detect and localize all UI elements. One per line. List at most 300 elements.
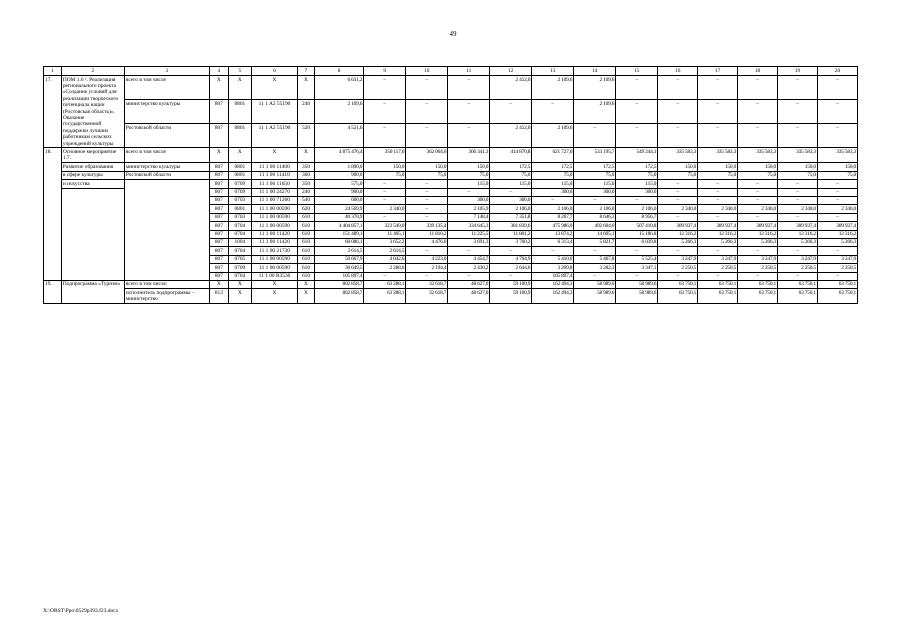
column-number-17: 17 bbox=[698, 67, 738, 76]
table-row bbox=[44, 76, 858, 100]
amount-cell: – bbox=[406, 100, 448, 124]
amount-cell: 3 247,9 bbox=[738, 255, 778, 263]
code-c6: 11 1 00 00590 bbox=[251, 205, 297, 213]
code-c7: 610 bbox=[298, 264, 315, 272]
amount-cell: 58 989,6 bbox=[616, 289, 658, 304]
amount-cell: – bbox=[817, 196, 857, 204]
amount-cell: – bbox=[364, 213, 406, 221]
code-c5: 0801 bbox=[228, 163, 251, 171]
amount-cell: 2 106,0 bbox=[616, 205, 658, 213]
executor-cell: Ростовской области bbox=[124, 171, 209, 179]
code-c6: 11 1 00 00590 bbox=[251, 222, 297, 230]
amount-cell: 549 244,1 bbox=[616, 148, 658, 163]
table-row bbox=[44, 289, 858, 304]
amount-cell: 2 412,0 bbox=[490, 76, 532, 100]
amount-cell: – bbox=[574, 196, 616, 204]
amount-cell: – bbox=[406, 188, 448, 196]
amount-cell: 5 266,3 bbox=[658, 238, 698, 246]
code-c6: 11 1 00 21730 bbox=[251, 247, 297, 255]
amount-cell: – bbox=[777, 188, 817, 196]
column-number-2: 2 bbox=[61, 67, 124, 76]
amount-cell: – bbox=[777, 213, 817, 221]
code-c7: 350 bbox=[298, 180, 315, 188]
amount-cell: 32 618,7 bbox=[406, 289, 448, 304]
amount-cell: – bbox=[817, 188, 857, 196]
amount-cell: 59 100,9 bbox=[490, 289, 532, 304]
amount-cell: 50 667,9 bbox=[314, 255, 363, 263]
amount-cell: – bbox=[658, 188, 698, 196]
amount-cell: 115,0 bbox=[574, 180, 616, 188]
amount-cell: 2 614,5 bbox=[364, 247, 406, 255]
code-c7: X bbox=[298, 289, 315, 304]
code-c7: 610 bbox=[298, 272, 315, 280]
amount-cell: – bbox=[738, 124, 778, 148]
amount-cell: 2 194,4 bbox=[406, 264, 448, 272]
column-number-12: 12 bbox=[490, 67, 532, 76]
amount-cell: – bbox=[532, 196, 574, 204]
row-number: 18. bbox=[44, 148, 62, 281]
amount-cell: 802 858,7 bbox=[314, 289, 363, 304]
amount-cell: – bbox=[616, 272, 658, 280]
amount-cell: 14 605,1 bbox=[574, 230, 616, 238]
amount-cell: 150,0 bbox=[448, 163, 490, 171]
amount-cell: 172,5 bbox=[532, 163, 574, 171]
amount-cell: 172,5 bbox=[490, 163, 532, 171]
amount-cell: 335 583,3 bbox=[738, 148, 778, 163]
amount-cell: 6 631,2 bbox=[314, 76, 363, 100]
amount-cell: – bbox=[574, 124, 616, 148]
amount-cell: – bbox=[616, 196, 658, 204]
amount-cell: 4 704,9 bbox=[490, 255, 532, 263]
amount-cell: 3 247,9 bbox=[658, 255, 698, 263]
amount-cell: 5 266,3 bbox=[777, 238, 817, 246]
amount-cell: 2 250,5 bbox=[698, 264, 738, 272]
amount-cell: – bbox=[448, 272, 490, 280]
column-number-16: 16 bbox=[658, 67, 698, 76]
amount-cell: – bbox=[490, 100, 532, 124]
amount-cell: 75,0 bbox=[448, 171, 490, 179]
code-c4: 807 bbox=[209, 238, 228, 246]
amount-cell: 4 521,6 bbox=[314, 124, 363, 148]
page-number: 49 bbox=[449, 30, 457, 38]
amount-cell: 309 937,4 bbox=[817, 222, 857, 230]
code-c5: 0801 bbox=[228, 124, 251, 148]
amount-cell: 63 750,1 bbox=[698, 289, 738, 304]
code-c6: X bbox=[251, 148, 297, 163]
code-c5: 0703 bbox=[228, 213, 251, 221]
amount-cell: 63 288,1 bbox=[364, 289, 406, 304]
amount-cell: – bbox=[406, 124, 448, 148]
amount-cell: 150,0 bbox=[817, 163, 857, 171]
amount-cell: – bbox=[817, 247, 857, 255]
amount-cell: 3 691,3 bbox=[448, 238, 490, 246]
amount-cell: 150,0 bbox=[777, 163, 817, 171]
code-c7: 620 bbox=[298, 205, 315, 213]
amount-cell: 507 410,8 bbox=[616, 222, 658, 230]
amount-cell: 75,0 bbox=[777, 171, 817, 179]
column-number-5: 5 bbox=[228, 67, 251, 76]
amount-cell: 7 351,8 bbox=[490, 213, 532, 221]
amount-cell: 2 340,0 bbox=[777, 205, 817, 213]
code-c7: X bbox=[298, 280, 315, 288]
amount-cell: 172,5 bbox=[574, 163, 616, 171]
amount-cell: 115,0 bbox=[616, 180, 658, 188]
code-c4: 807 bbox=[209, 230, 228, 238]
amount-cell: 75,0 bbox=[364, 171, 406, 179]
code-c4: 807 bbox=[209, 171, 228, 179]
amount-cell: – bbox=[364, 196, 406, 204]
amount-cell: – bbox=[490, 188, 532, 196]
column-number-1: 1 bbox=[44, 67, 62, 76]
amount-cell: 48 627,0 bbox=[448, 289, 490, 304]
amount-cell: 381 839,6 bbox=[490, 222, 532, 230]
amount-cell: 900,0 bbox=[314, 171, 363, 179]
amount-cell: 3 247,9 bbox=[698, 255, 738, 263]
amount-cell: – bbox=[406, 213, 448, 221]
amount-cell: – bbox=[364, 124, 406, 148]
amount-cell: – bbox=[738, 188, 778, 196]
amount-cell: – bbox=[406, 180, 448, 188]
amount-cell: 11 225,5 bbox=[448, 230, 490, 238]
amount-cell: 2 340,0 bbox=[698, 205, 738, 213]
column-number-4: 4 bbox=[209, 67, 228, 76]
amount-cell: – bbox=[574, 247, 616, 255]
code-c6: 11 1 00 11650 bbox=[251, 180, 297, 188]
amount-cell: – bbox=[448, 76, 490, 100]
amount-cell: 75,0 bbox=[490, 171, 532, 179]
amount-cell: – bbox=[777, 100, 817, 124]
code-c6: 11 1 A2 55190 bbox=[251, 100, 297, 124]
column-number-19: 19 bbox=[777, 67, 817, 76]
amount-cell: 8 646,3 bbox=[574, 213, 616, 221]
amount-cell: – bbox=[616, 247, 658, 255]
amount-cell: 3 652,2 bbox=[364, 238, 406, 246]
amount-cell: 621 727,0 bbox=[532, 148, 574, 163]
row-number: 17. bbox=[44, 76, 62, 148]
amount-cell: 2 340,0 bbox=[364, 205, 406, 213]
amount-cell: 5 410,0 bbox=[532, 255, 574, 263]
amount-cell: 30 649,5 bbox=[314, 264, 363, 272]
amount-cell: 2 644,6 bbox=[490, 264, 532, 272]
file-path-footer: X:\ORST\Ppo\0529p393.f23.docx bbox=[43, 608, 119, 614]
amount-cell: 309 937,4 bbox=[658, 222, 698, 230]
amount-cell: 12 316,2 bbox=[698, 230, 738, 238]
amount-cell: – bbox=[817, 100, 857, 124]
code-c4: 807 bbox=[209, 222, 228, 230]
code-c7: 610 bbox=[298, 230, 315, 238]
code-c5: 0703 bbox=[228, 196, 251, 204]
amount-cell: – bbox=[448, 124, 490, 148]
amount-cell: 802 858,7 bbox=[314, 280, 363, 288]
amount-cell: 309 937,4 bbox=[738, 222, 778, 230]
column-number-8: 8 bbox=[314, 67, 363, 76]
amount-cell: – bbox=[817, 76, 857, 100]
executor-cell: Ростовской области bbox=[124, 124, 209, 148]
amount-cell: – bbox=[698, 213, 738, 221]
executor-blank bbox=[124, 180, 209, 281]
code-c4: 807 bbox=[209, 205, 228, 213]
amount-cell: – bbox=[817, 124, 857, 148]
amount-cell: – bbox=[658, 124, 698, 148]
amount-cell: 2 109,6 bbox=[574, 76, 616, 100]
amount-cell: 115,0 bbox=[490, 180, 532, 188]
code-c4: 807 bbox=[209, 163, 228, 171]
amount-cell: 150,0 bbox=[738, 163, 778, 171]
code-c7: 610 bbox=[298, 213, 315, 221]
amount-cell: 63 750,1 bbox=[658, 280, 698, 288]
code-c4: 807 bbox=[209, 100, 228, 124]
amount-cell: 2 109,6 bbox=[532, 124, 574, 148]
code-c6: X bbox=[251, 289, 297, 304]
amount-cell: – bbox=[777, 272, 817, 280]
code-c7: X bbox=[298, 148, 315, 163]
amount-cell: – bbox=[616, 100, 658, 124]
amount-cell: – bbox=[658, 180, 698, 188]
program-name: Развитие образования bbox=[61, 163, 124, 171]
amount-cell: – bbox=[777, 76, 817, 100]
amount-cell: 2 109,6 bbox=[532, 76, 574, 100]
amount-cell: 300,0 bbox=[616, 188, 658, 196]
code-c6: 11 1 00 24270 bbox=[251, 188, 297, 196]
amount-cell: – bbox=[777, 196, 817, 204]
amount-cell: 63 288,1 bbox=[364, 280, 406, 288]
amount-cell: 2 430,2 bbox=[448, 264, 490, 272]
table-row bbox=[44, 100, 858, 124]
amount-cell: 323 549,0 bbox=[364, 222, 406, 230]
amount-cell: 3 760,2 bbox=[490, 238, 532, 246]
column-number-3: 3 bbox=[124, 67, 209, 76]
amount-cell: 11 810,2 bbox=[406, 230, 448, 238]
amount-cell: 63 750,1 bbox=[658, 289, 698, 304]
amount-cell: – bbox=[616, 124, 658, 148]
code-c6: 11 1 00 00590 bbox=[251, 255, 297, 263]
code-c5: X bbox=[228, 148, 251, 163]
program-name: и искусства bbox=[61, 180, 124, 188]
amount-cell: 4 223,0 bbox=[406, 255, 448, 263]
amount-cell: 8 267,7 bbox=[532, 213, 574, 221]
amount-cell: – bbox=[490, 247, 532, 255]
column-number-20: 20 bbox=[817, 67, 857, 76]
code-c6: 11 1 A2 55190 bbox=[251, 124, 297, 148]
amount-cell: 3 347,1 bbox=[616, 264, 658, 272]
amount-cell: – bbox=[698, 124, 738, 148]
table-row bbox=[44, 148, 858, 163]
amount-cell: 75,0 bbox=[406, 171, 448, 179]
column-number-14: 14 bbox=[574, 67, 616, 76]
amount-cell: 75,0 bbox=[817, 171, 857, 179]
amount-cell: – bbox=[658, 76, 698, 100]
amount-cell: 58 989,6 bbox=[574, 280, 616, 288]
code-c5: 0704 bbox=[228, 230, 251, 238]
amount-cell: – bbox=[738, 247, 778, 255]
amount-cell: – bbox=[448, 247, 490, 255]
column-number-15: 15 bbox=[616, 67, 658, 76]
program-name: в сфере культуры bbox=[61, 171, 124, 179]
amount-cell: 533 195,7 bbox=[574, 148, 616, 163]
executor-cell: всего в том числе bbox=[124, 148, 209, 163]
amount-cell: 2 250,5 bbox=[738, 264, 778, 272]
amount-cell: – bbox=[448, 100, 490, 124]
amount-cell: 335 583,3 bbox=[777, 148, 817, 163]
amount-cell: 40 370,9 bbox=[314, 213, 363, 221]
amount-cell: 414 870,8 bbox=[490, 148, 532, 163]
amount-cell: 115,0 bbox=[448, 180, 490, 188]
amount-cell: 150,0 bbox=[698, 163, 738, 171]
code-c6: X bbox=[251, 76, 297, 100]
amount-cell: 12 316,2 bbox=[817, 230, 857, 238]
amount-cell: 575,0 bbox=[314, 180, 363, 188]
amount-cell: – bbox=[698, 196, 738, 204]
amount-cell: 162 494,3 bbox=[532, 289, 574, 304]
code-c4: 807 bbox=[209, 247, 228, 255]
amount-cell: 2 288,6 bbox=[364, 264, 406, 272]
amount-cell: 150,0 bbox=[364, 163, 406, 171]
amount-cell: 5 266,3 bbox=[738, 238, 778, 246]
program-name: ПОМ 1.6 ². Реализация регионального проекта «Создание условий для реализации творческого потенциала нации (Ростовская область)». Оказание государственной поддержки лучшим работникам сельских учреждений культуры bbox=[61, 76, 124, 148]
amount-cell: – bbox=[698, 76, 738, 100]
amount-cell: – bbox=[532, 100, 574, 124]
amount-cell: 150,0 bbox=[406, 163, 448, 171]
amount-cell: 2 106,0 bbox=[532, 205, 574, 213]
table-row bbox=[44, 280, 858, 288]
amount-cell: – bbox=[448, 188, 490, 196]
amount-cell: 3 247,9 bbox=[777, 255, 817, 263]
table-row bbox=[44, 180, 858, 188]
amount-cell: 300,0 bbox=[448, 196, 490, 204]
amount-cell: 8 956,7 bbox=[616, 213, 658, 221]
code-c5: 0801 bbox=[228, 100, 251, 124]
amount-cell: 492 604,0 bbox=[574, 222, 616, 230]
amount-cell: 59 100,9 bbox=[490, 280, 532, 288]
code-c4: 807 bbox=[209, 264, 228, 272]
code-c4: 807 bbox=[209, 272, 228, 280]
amount-cell: 150,0 bbox=[658, 163, 698, 171]
code-c6: 11 1 00 00590 bbox=[251, 264, 297, 272]
amount-cell: 309 937,4 bbox=[698, 222, 738, 230]
amount-cell: 3 282,3 bbox=[574, 264, 616, 272]
amount-cell: – bbox=[364, 272, 406, 280]
amount-cell: – bbox=[406, 272, 448, 280]
amount-cell: 2 250,5 bbox=[658, 264, 698, 272]
amount-cell: – bbox=[364, 180, 406, 188]
amount-cell: – bbox=[490, 272, 532, 280]
amount-cell: 12 316,2 bbox=[658, 230, 698, 238]
amount-cell: 75,0 bbox=[616, 171, 658, 179]
amount-cell: 63 750,1 bbox=[817, 280, 857, 288]
amount-cell: 5 467,8 bbox=[574, 255, 616, 263]
amount-cell: 334 645,3 bbox=[448, 222, 490, 230]
code-c7: 610 bbox=[298, 238, 315, 246]
amount-cell: 300,0 bbox=[532, 188, 574, 196]
amount-cell: 63 750,1 bbox=[738, 289, 778, 304]
code-c7: 350 bbox=[298, 163, 315, 171]
amount-cell: 63 750,1 bbox=[698, 280, 738, 288]
code-c4: X bbox=[209, 280, 228, 288]
code-c6: 11 1 00 71260 bbox=[251, 196, 297, 204]
amount-cell: 900,0 bbox=[314, 188, 363, 196]
code-c4: 807 bbox=[209, 188, 228, 196]
amount-cell: 362 064,0 bbox=[406, 148, 448, 163]
amount-cell: – bbox=[738, 196, 778, 204]
amount-cell: 5 821,7 bbox=[574, 238, 616, 246]
code-c6: 11 1 00 11420 bbox=[251, 238, 297, 246]
code-c7: X bbox=[298, 76, 315, 100]
amount-cell: 309 937,4 bbox=[777, 222, 817, 230]
amount-cell: 172,5 bbox=[616, 163, 658, 171]
amount-cell: 4 404 857,1 bbox=[314, 222, 363, 230]
program-name-blank bbox=[61, 188, 124, 280]
amount-cell: – bbox=[406, 205, 448, 213]
code-c5: 0705 bbox=[228, 255, 251, 263]
column-number-13: 13 bbox=[532, 67, 574, 76]
amount-cell: 63 750,1 bbox=[777, 280, 817, 288]
amount-cell: 339 135,4 bbox=[406, 222, 448, 230]
amount-cell: 300,0 bbox=[490, 196, 532, 204]
amount-cell: – bbox=[658, 196, 698, 204]
code-c6: 11 1 00 00590 bbox=[251, 213, 297, 221]
amount-cell: 6 313,4 bbox=[532, 238, 574, 246]
column-number-18: 18 bbox=[738, 67, 778, 76]
code-c7: 610 bbox=[298, 255, 315, 263]
code-c4: 807 bbox=[209, 180, 228, 188]
table-row bbox=[44, 163, 858, 171]
amount-cell: 115,0 bbox=[532, 180, 574, 188]
amount-cell: 105 897,4 bbox=[314, 272, 363, 280]
amount-cell: 24 569,9 bbox=[314, 205, 363, 213]
amount-cell: 2 106,0 bbox=[574, 205, 616, 213]
amount-cell: 2 105,9 bbox=[448, 205, 490, 213]
amount-cell: 2 340,0 bbox=[658, 205, 698, 213]
amount-cell: 75,0 bbox=[532, 171, 574, 179]
amount-cell: 2 106,0 bbox=[490, 205, 532, 213]
code-c5: X bbox=[228, 289, 251, 304]
amount-cell: 4 042,6 bbox=[364, 255, 406, 263]
amount-cell: 63 750,1 bbox=[817, 289, 857, 304]
amount-cell: 600,0 bbox=[314, 196, 363, 204]
code-c7: 240 bbox=[298, 100, 315, 124]
amount-cell: 5 525,4 bbox=[616, 255, 658, 263]
code-c6: 11 1 00 11420 bbox=[251, 230, 297, 238]
amount-cell: – bbox=[616, 76, 658, 100]
code-c5: 0709 bbox=[228, 188, 251, 196]
amount-cell: 12 316,2 bbox=[777, 230, 817, 238]
amount-cell: 2 250,5 bbox=[817, 264, 857, 272]
amount-cell: 32 618,7 bbox=[406, 280, 448, 288]
amount-cell: – bbox=[532, 247, 574, 255]
amount-cell: 58 989,6 bbox=[616, 280, 658, 288]
amount-cell: 11 801,2 bbox=[490, 230, 532, 238]
code-c4: 807 bbox=[209, 213, 228, 221]
code-c5: 0709 bbox=[228, 180, 251, 188]
amount-cell: – bbox=[574, 272, 616, 280]
row-number: 19. bbox=[44, 280, 62, 303]
amount-cell: 58 989,6 bbox=[574, 289, 616, 304]
amount-cell: 2 412,0 bbox=[490, 124, 532, 148]
amount-cell: 4 476,0 bbox=[406, 238, 448, 246]
column-number-10: 10 bbox=[406, 67, 448, 76]
amount-cell: 4 454,7 bbox=[448, 255, 490, 263]
amount-cell: 335 583,3 bbox=[817, 148, 857, 163]
executor-cell: министерство культуры bbox=[124, 100, 209, 124]
amount-cell: 335 583,3 bbox=[698, 148, 738, 163]
amount-cell: – bbox=[698, 100, 738, 124]
amount-cell: 335 583,3 bbox=[658, 148, 698, 163]
amount-cell: 63 750,1 bbox=[777, 289, 817, 304]
column-number-row bbox=[44, 67, 858, 76]
amount-cell: – bbox=[738, 180, 778, 188]
code-c7: 520 bbox=[298, 124, 315, 148]
column-number-7: 7 bbox=[298, 67, 315, 76]
